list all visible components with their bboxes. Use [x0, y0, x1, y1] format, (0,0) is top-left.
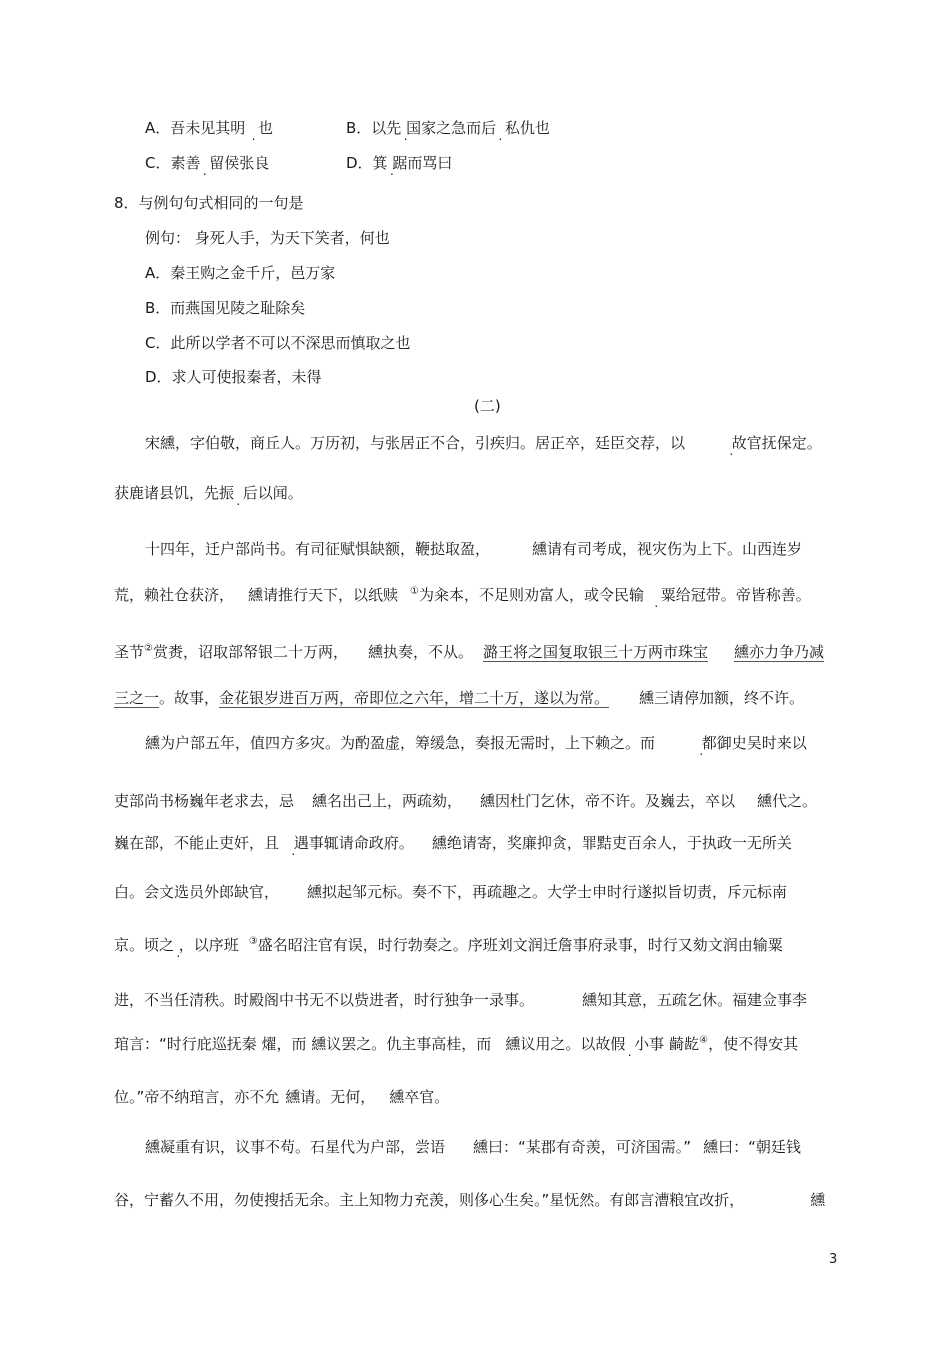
passage-line: 圣节②赏赉，诏取部帑银二十万两， 纁执奏，不从。 潞王将之国复取银三十万两市珠宝 纁亦力争乃减: [114, 643, 825, 661]
emphasis-dot: [652, 586, 657, 604]
emphasis-dot: [401, 119, 406, 137]
emphasis-dot: [496, 119, 501, 137]
passage-line: 获鹿诸县饥，先振 . 后以闻。: [114, 483, 303, 503]
underlined-sentence: 金花银岁进百万两，帝即位之六年，增二十万，遂以为常。: [219, 689, 610, 707]
underlined-sentence: 潞王将之国复取银三十万两市珠宝 纁亦力争乃减: [483, 643, 825, 661]
section-title: (二): [474, 397, 501, 415]
q8-stem: 8．与例句句式相同的一句是: [114, 194, 304, 212]
underlined-sentence: 三之一: [114, 689, 160, 707]
passage-line: 白。会文选员外郎缺官， 纁拟起邹元标。奏不下，再疏趣之。大学士申时行遂拟旨切责，斥元标南: [114, 883, 788, 901]
q8-example: 例句： 身死人手，为天下笑者，何也: [145, 229, 390, 247]
q8-option-a: A．秦王购之金千斤，邑万家: [145, 264, 336, 282]
passage-line: 宋纁，字伯敬，商丘人。万历初，与张居正不合，引疾归。居正卒，廷臣交荐，以 . 故官抚保定。: [145, 433, 822, 453]
passage-line: 进，不当任清秩。时殿阁中书无不以赀进者，时行独争一录事。 纁知其意，五疏乞休。福建佥事李: [114, 991, 808, 1009]
passage-line: 荒，赖社仓获济， 纁请推行天下，以纸赎 ①为籴本，不足则劝富人，或令民输 . 粟给冠带。帝皆称善。: [114, 582, 811, 605]
passage-line: 纁为户部五年，值四方多灾。为酌盈虚，筹缓急，奏报无需时，上下赖之。而 . 都御史吴时来以: [145, 733, 807, 753]
emphasis-dot: [174, 936, 179, 954]
passage-line: 京。顷之 . ，以序班 ③盛名昭注官有误，时行勃奏之。序班刘文润迁詹事府录事，时行又劾文润由输粟: [114, 932, 783, 955]
q7-option-b: B．以先 . 国家之急而后 . 私仇也: [346, 118, 550, 138]
emphasis-dot: [388, 154, 393, 172]
emphasis-dot: [234, 484, 239, 502]
emphasis-dot: [200, 154, 205, 172]
passage-line: 琯言：“时行庇巡抚秦 燿，而 纁议罢之。仇主事高桂，而 纁议用之。以故假 . 小事 齮龁④，使不得安其: [114, 1031, 798, 1054]
passage-line: 纁凝重有识，议事不苟。石星代为户部，尝语 纁曰：“某郡有奇羡，可济国需。” 纁曰：“朝廷钱: [145, 1138, 801, 1156]
q8-option-d: D．求人可使报秦者，未得: [145, 368, 322, 386]
page-number: 3: [829, 1252, 838, 1267]
emphasis-dot: [249, 119, 254, 137]
emphasis-dot: [727, 434, 732, 452]
passage-line: 位。”帝不纳琯言，亦不允 纁请。无何， 纁卒官。: [114, 1088, 450, 1106]
passage-line: 三之一。故事，金花银岁进百万两，帝即位之六年，增二十万，遂以为常。 纁三请停加额，终不许。: [114, 689, 805, 707]
passage-line: 十四年，迁户部尚书。有司征赋惧缺额，鞭挞取盈， 纁请有司考成，视灾伤为上下。山西连岁: [145, 540, 803, 558]
emphasis-dot: [697, 734, 702, 752]
q7-option-d: D．箕 . 踞而骂曰: [346, 153, 452, 173]
emphasis-dot: [289, 834, 294, 852]
passage-line: 巍在部，不能止吏奸，且 . 遇事辄请命政府。 纁绝请寄，奖廉抑贪，罪黠吏百余人，于执政一无所关: [114, 833, 792, 853]
q8-option-b: B．而燕国见陵之耻除矣: [145, 299, 306, 317]
q7-option-c: C．素善 . 留侯张良: [145, 153, 269, 173]
passage-line: 谷，宁蓄久不用，勿使搜括无余。主上知物力充羡，则侈心生矣。”星怃然。有郎言漕粮宜改折， 纁: [114, 1191, 826, 1209]
passage-line: 吏部尚书杨巍年老求去，忌 纁名出己上，两疏劾， 纁因杜门乞休，帝不许。及巍去，卒以 纁代之。: [114, 792, 818, 810]
q8-option-c: C．此所以学者不可以不深思而慎取之也: [145, 334, 411, 352]
q7-option-a: A．吾未见其明 . 也: [145, 118, 273, 138]
emphasis-dot: [625, 1035, 630, 1053]
